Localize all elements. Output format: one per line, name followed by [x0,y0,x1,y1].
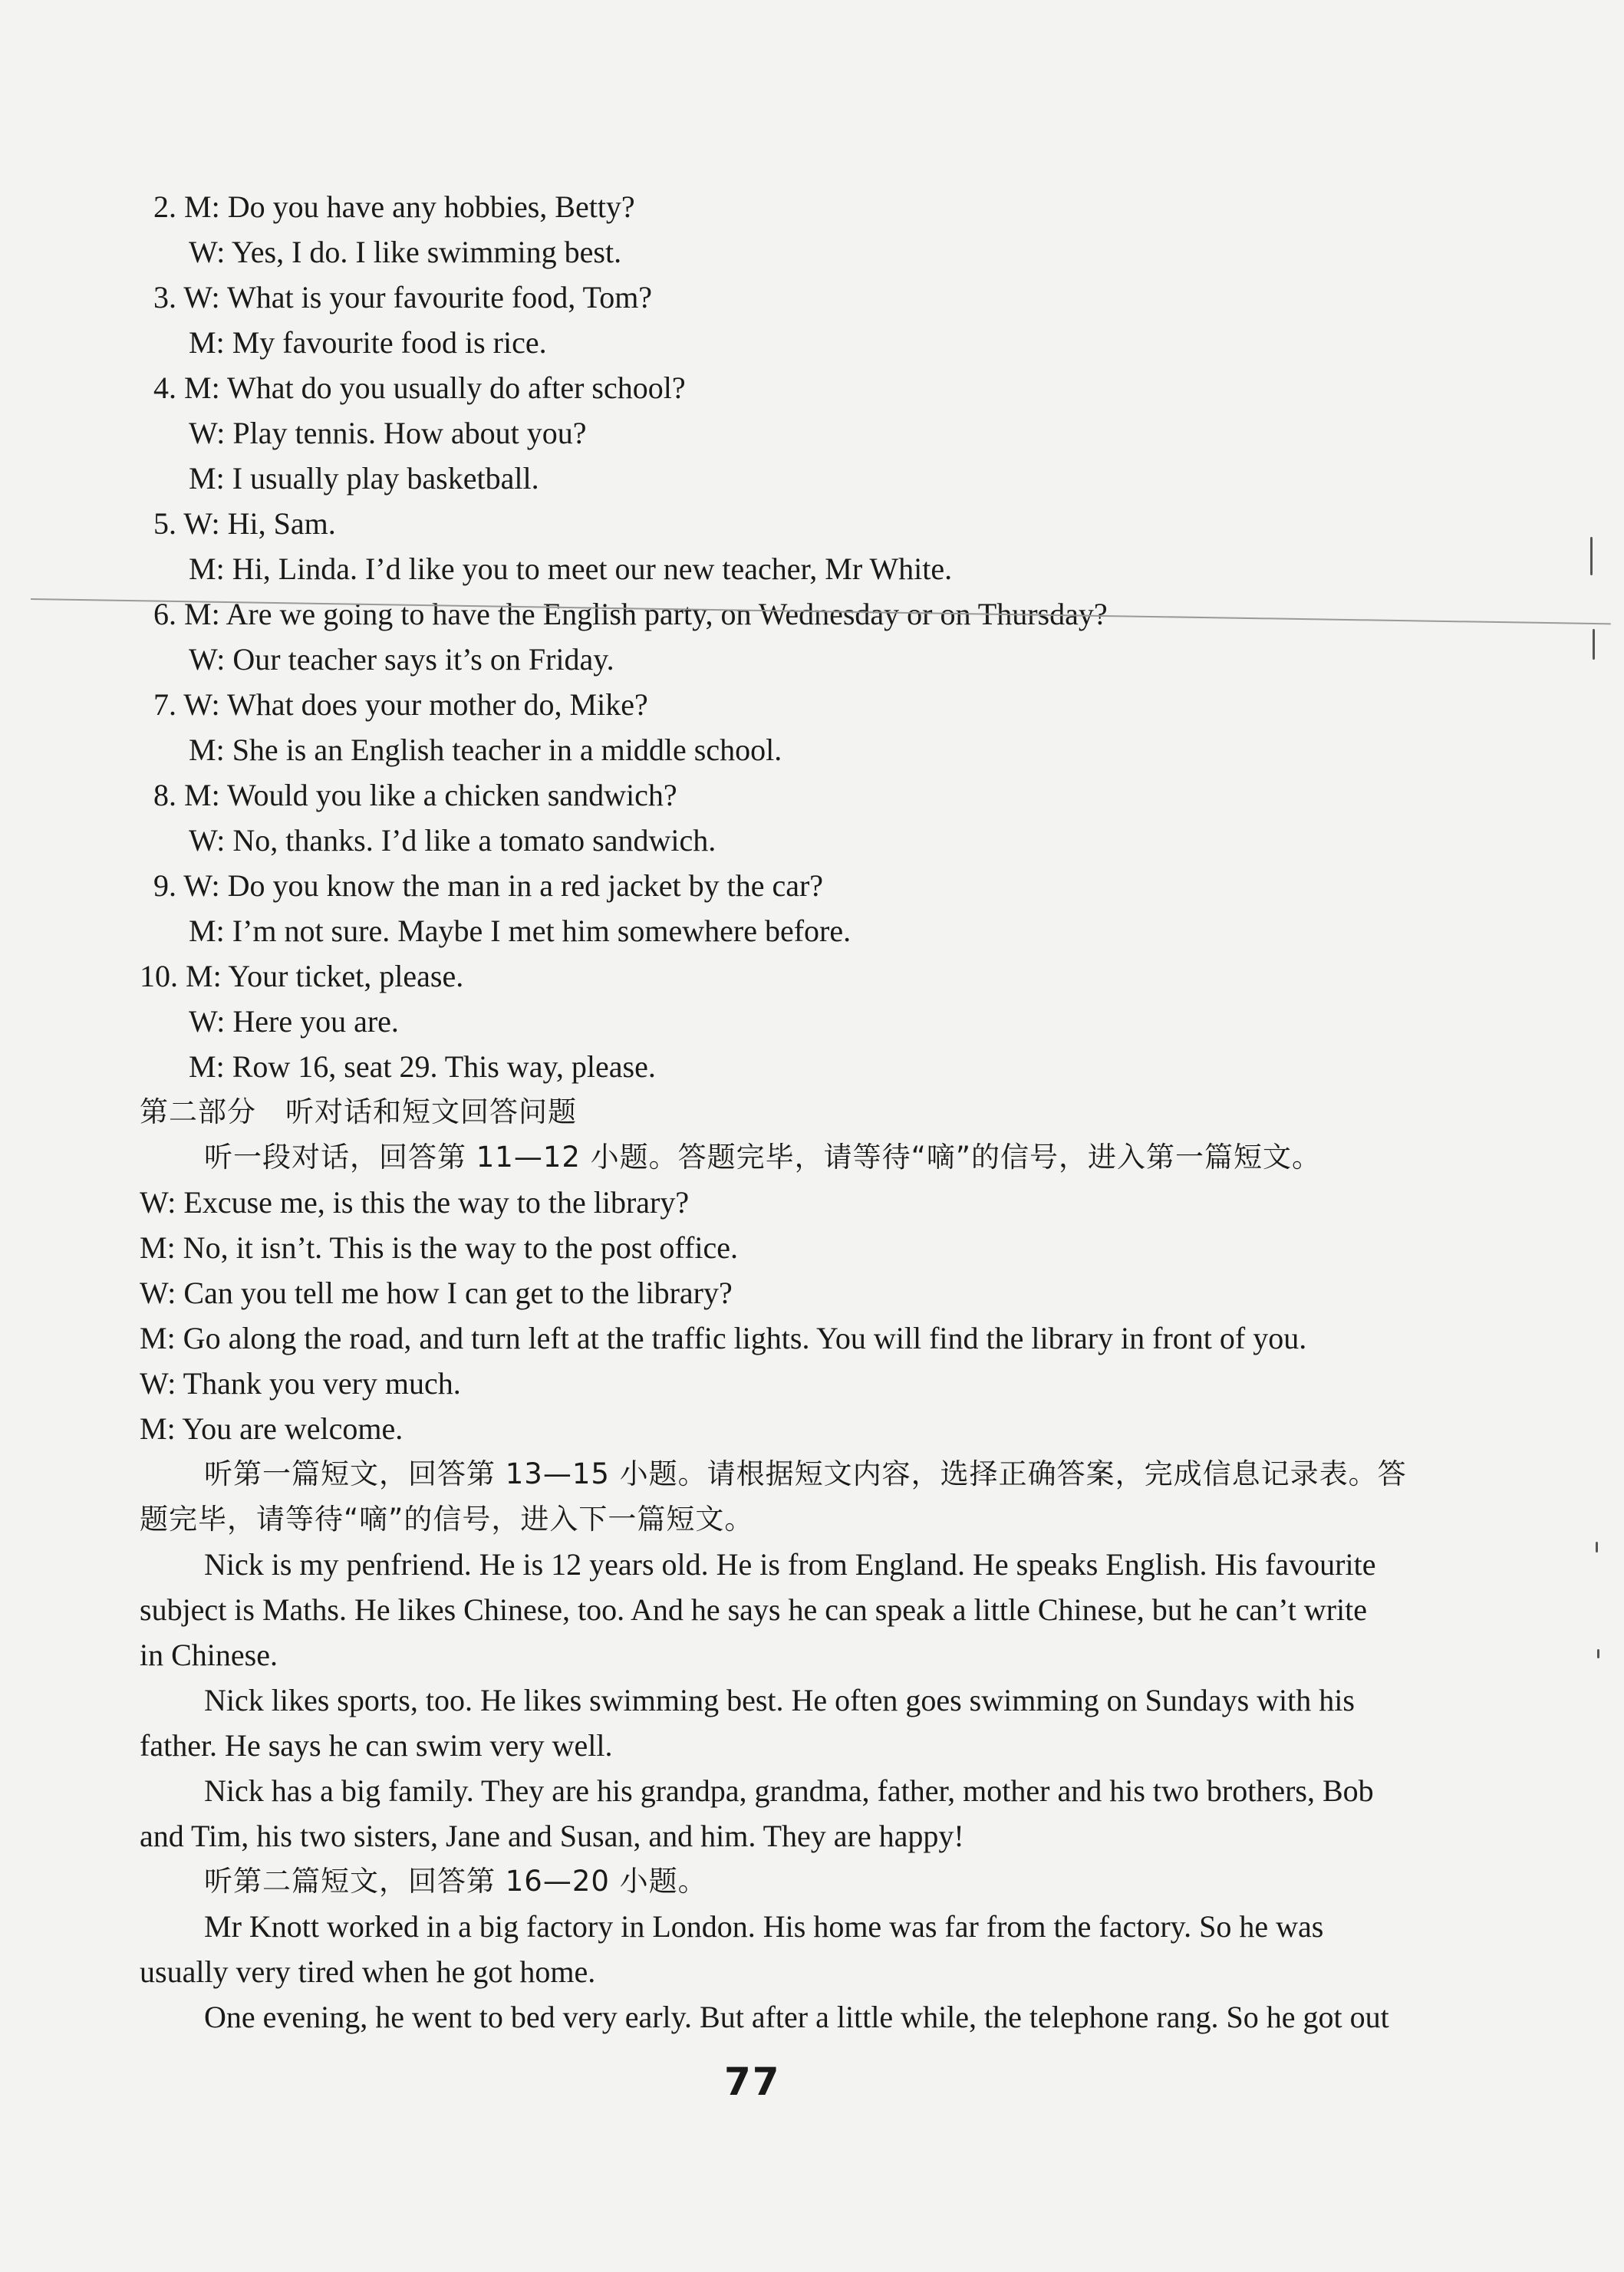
conversation-line: M: Go along the road, and turn left at the traffic lights. You will find the library in front of you. [140,1321,1307,1355]
dialogue-line: W: Play tennis. How about you? [189,416,587,450]
instruction-text: 题完毕，请等待“嘀”的信号，进入下一篇短文。 [140,1503,754,1536]
dialogue-line: M: Row 16, seat 29. This way, please. [189,1049,656,1084]
dialogue-line: 10. M: Your ticket, please. [140,959,464,993]
dialogue-line: M: Hi, Linda. I’d like you to meet our new teacher, Mr White. [189,552,953,586]
conversation-line: W: Excuse me, is this the way to the library? [140,1185,690,1220]
dialogue-line: M: I usually play basketball. [189,461,539,496]
conversation-line: W: Thank you very much. [140,1366,461,1401]
section-heading: 第二部分 听对话和短文回答问题 [140,1095,577,1128]
dialogue-line: 7. W: What does your mother do, Mike? [153,687,648,722]
conversation-line: W: Can you tell me how I can get to the library? [140,1276,733,1310]
dialogue-line: 8. M: Would you like a chicken sandwich? [153,778,677,812]
instruction-text: 听一段对话，回答第 11—12 小题。答题完毕，请等待“嘀”的信号，进入第一篇短文。 [204,1141,1322,1174]
passage-line: in Chinese. [140,1638,278,1672]
conversation-line: M: No, it isn’t. This is the way to the post office. [140,1230,738,1265]
passage-line: Nick has a big family. They are his grandpa, grandma, father, mother and his two brothers, Bob [204,1773,1374,1808]
dialogue-line: M: My favourite food is rice. [189,325,547,360]
passage-line: father. He says he can swim very well. [140,1728,613,1763]
dialogue-line: M: I’m not sure. Maybe I met him somewhere before. [189,914,852,948]
passage-line: subject is Maths. He likes Chinese, too. And he says he can speak a little Chinese, but he can’t write [140,1592,1368,1627]
passage-line: usually very tired when he got home. [140,1954,596,1989]
margin-mark [1593,629,1595,660]
dialogue-line: 5. W: Hi, Sam. [153,506,336,541]
dialogue-line: 6. M: Are we going to have the English party, on Wednesday or on Thursday? [153,597,1108,631]
conversation-line: M: You are welcome. [140,1411,404,1446]
passage-line: Mr Knott worked in a big factory in London. His home was far from the factory. So he was [204,1909,1324,1944]
margin-mark [1590,537,1593,575]
passage-line: One evening, he went to bed very early. But after a little while, the telephone rang. So he got out [204,2000,1389,2034]
passage-line: Nick is my penfriend. He is 12 years old. He is from England. He speaks English. His favourite [204,1547,1376,1582]
dialogue-line: 3. W: What is your favourite food, Tom? [153,280,653,314]
dialogue-line: 4. M: What do you usually do after school? [153,370,686,405]
passage-line: Nick likes sports, too. He likes swimming best. He often goes swimming on Sundays with his [204,1683,1355,1717]
dialogue-line: M: She is an English teacher in a middle school. [189,733,782,767]
page-number: 77 [724,2060,781,2104]
instruction-text: 听第一篇短文，回答第 13—15 小题。请根据短文内容，选择正确答案，完成信息记录表。答 [204,1457,1407,1490]
dialogue-line: 2. M: Do you have any hobbies, Betty? [153,189,635,224]
dialogue-line: 9. W: Do you know the man in a red jacket by the car? [153,868,824,903]
dialogue-line: W: Yes, I do. I like swimming best. [189,235,622,269]
margin-mark [1596,1542,1598,1553]
dialogue-line: W: No, thanks. I’d like a tomato sandwich. [189,823,716,858]
instruction-text: 听第二篇短文，回答第 16—20 小题。 [204,1865,707,1898]
dialogue-line: W: Our teacher says it’s on Friday. [189,642,614,677]
dialogue-line: W: Here you are. [189,1004,399,1039]
margin-mark [1597,1649,1599,1658]
passage-line: and Tim, his two sisters, Jane and Susan, and him. They are happy! [140,1819,964,1853]
